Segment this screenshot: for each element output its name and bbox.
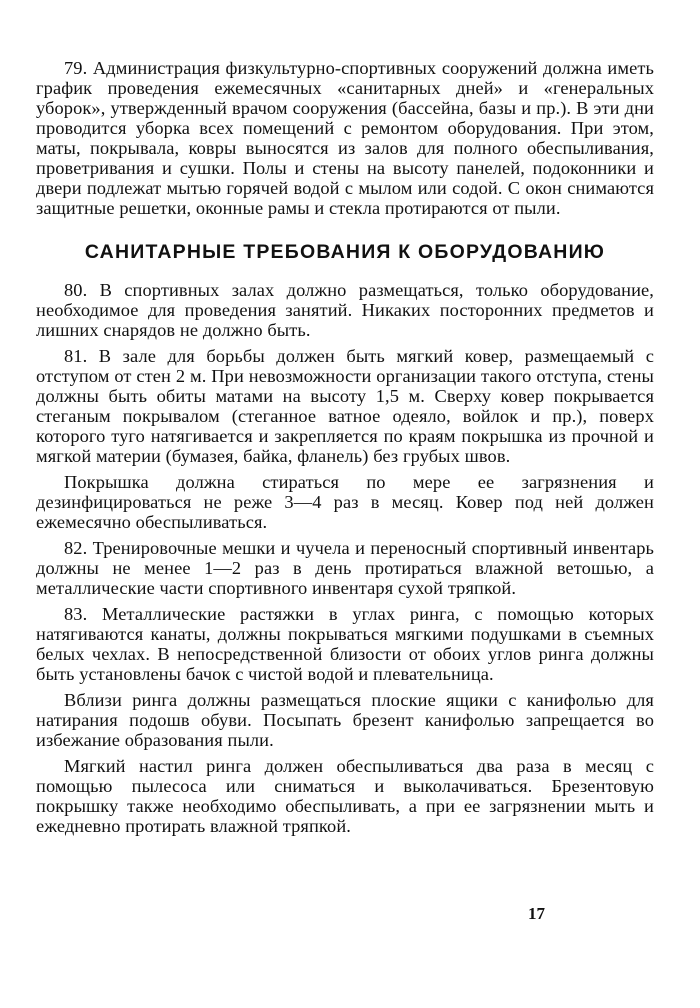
paragraph-82: 82. Тренировочные мешки и чучела и переносный спортивный инвентарь должны не менее 1—2 раз в день протираться влажной ветошью, а металлические части спортивного инвентаря сухой тряпкой. bbox=[36, 538, 654, 598]
section-heading: САНИТАРНЫЕ ТРЕБОВАНИЯ К ОБОРУДОВАНИЮ bbox=[84, 241, 606, 263]
paragraph-79: 79. Администрация физкультурно-спортивных сооружений должна иметь график проведения ежемесячных «санитарных дней» и «генеральных уборок», утвержденный врачом сооружения (бассейна, базы и пр.). В эти дни проводится уборка всех помещений с ремонтом оборудования. При этом, маты, покрывала, ковры выносятся из залов для полного обеспыливания, проветривания и сушки. Полы и стены на высоту панелей, подоконники и двери подлежат мытью горячей водой с мылом или содой. С окон снимаются защитные решетки, оконные рамы и стекла протираются от пыли. bbox=[36, 58, 654, 218]
page-number: 17 bbox=[528, 904, 545, 923]
paragraph-81: 81. В зале для борьбы должен быть мягкий ковер, размещаемый с отступом от стен 2 м. При невозможности организации такого отступа, стены должны быть обиты матами на высоту 1,5 м. Сверху ковер покрывается стеганым покрывалом (стеганное ватное одеяло, войлок и пр.), поверх которого туго натягивается и закрепляется по краям покрышка из прочной и мягкой материи (бумазея, байка, фланель) без грубых швов. bbox=[36, 346, 654, 466]
paragraph-83-floor: Мягкий настил ринга должен обеспыливаться два раза в месяц с помощью пылесоса или сниматься и выколачиваться. Брезентовую покрышку также необходимо обеспыливать, а при ее загрязнении мыть и ежедневно протирать влажной тряпкой. bbox=[36, 756, 654, 836]
paragraph-81-continued: Покрышка должна стираться по мере ее загрязнения и дезинфицироваться не реже 3—4 раз в месяц. Ковер под ней должен ежемесячно обеспыливаться. bbox=[36, 472, 654, 532]
paragraph-83-rosin: Вблизи ринга должны размещаться плоские ящики с канифолью для натирания подошв обуви. Посыпать брезент канифолью запрещается во избежание образования пыли. bbox=[36, 690, 654, 750]
paragraph-80: 80. В спортивных залах должно размещаться, только оборудование, необходимое для проведения занятий. Никаких посторонних предметов и лишних снарядов не должно быть. bbox=[36, 280, 654, 340]
paragraph-83: 83. Металлические растяжки в углах ринга, с помощью которых натягиваются канаты, должны покрываться мягкими подушками в съемных белых чехлах. В непосредственной близости от обоих углов ринга должны быть установлены бачок с чистой водой и плевательница. bbox=[36, 604, 654, 684]
page-body bbox=[36, 58, 654, 836]
